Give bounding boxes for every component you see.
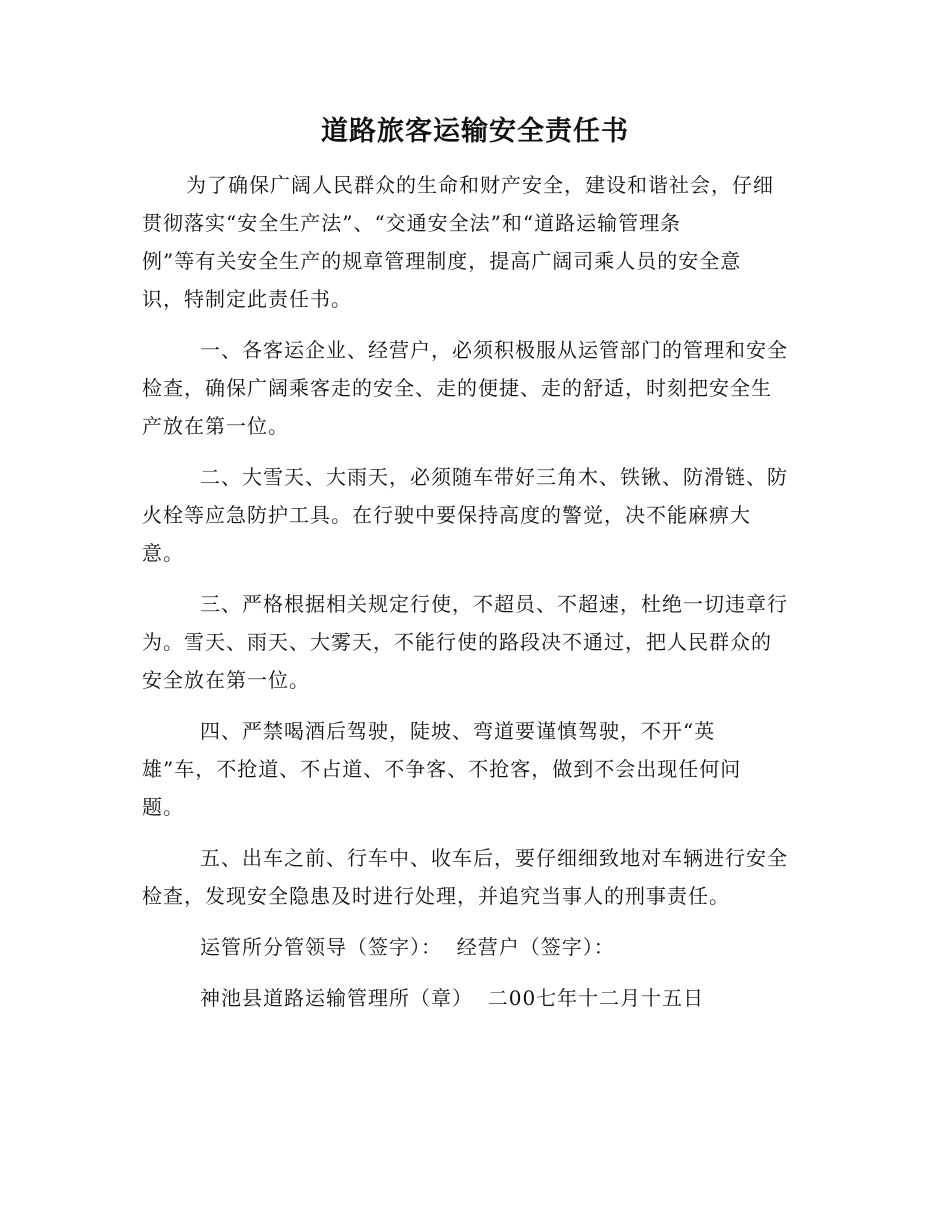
intro-line: 例”等有关安全生产的规章管理制度，提高广阔司乘人员的安全意 (142, 249, 742, 273)
issuer-date-line: 神池县道路运输管理所（章） 二00七年十二月十五日 (200, 986, 705, 1010)
intro-line: 贯彻落实“安全生产法”、“交通安全法”和“道路运输管理条 (142, 211, 682, 235)
clause-paragraph-4 (142, 712, 806, 826)
document-title: 道路旅客运输安全责任书 (321, 116, 629, 147)
clause-line: 四、严禁喝酒后驾驶，陡坡、弯道要谨慎驾驶，不开“英 (200, 719, 716, 743)
intro-line: 识，特制定此责任书。 (142, 287, 352, 311)
clause-line: 产放在第一位。 (142, 414, 289, 438)
clause-paragraph-2 (142, 458, 806, 572)
document-body (142, 166, 806, 1030)
clause-line: 雄”车，不抢道、不占道、不争客、不抢客，做到不会出现任何问 (142, 757, 742, 781)
clause-line: 三、严格根据相关规定行使，不超员、不超速，杜绝一切违章行 (200, 592, 788, 616)
clause-line: 火栓等应急防护工具。在行驶中要保持高度的警觉，决不能麻痹大 (142, 503, 751, 527)
signature-line: 运管所分管领导（签字）： 经营户（签字）： (200, 935, 615, 959)
clause-line: 五、出车之前、行车中、收车后，要仔细细致地对车辆进行安全 (200, 846, 788, 870)
intro-paragraph (142, 166, 806, 318)
clause-paragraph-1 (142, 331, 806, 445)
clause-line: 为。雪天、雨天、大雾天，不能行使的路段决不通过，把人民群众的 (142, 630, 772, 654)
clause-paragraph-3 (142, 585, 806, 699)
clause-line: 检查，确保广阔乘客走的安全、走的便捷、走的舒适，时刻把安全生 (142, 376, 772, 400)
clause-line: 检查，发现安全隐患及时进行处理，并追究当事人的刑事责任。 (142, 884, 730, 908)
clause-line: 题。 (142, 795, 184, 819)
clause-line: 一、各客运企业、经营户，必须积极服从运管部门的管理和安全 (200, 338, 788, 362)
clause-line: 二、大雪天、大雨天，必须随车带好三角木、铁锹、防滑链、防 (200, 465, 788, 489)
clause-line: 安全放在第一位。 (142, 668, 310, 692)
intro-line: 为了确保广阔人民群众的生命和财产安全，建设和谐社会，仔细 (186, 173, 774, 197)
clause-line: 意。 (142, 541, 184, 565)
clause-paragraph-5 (142, 839, 806, 915)
